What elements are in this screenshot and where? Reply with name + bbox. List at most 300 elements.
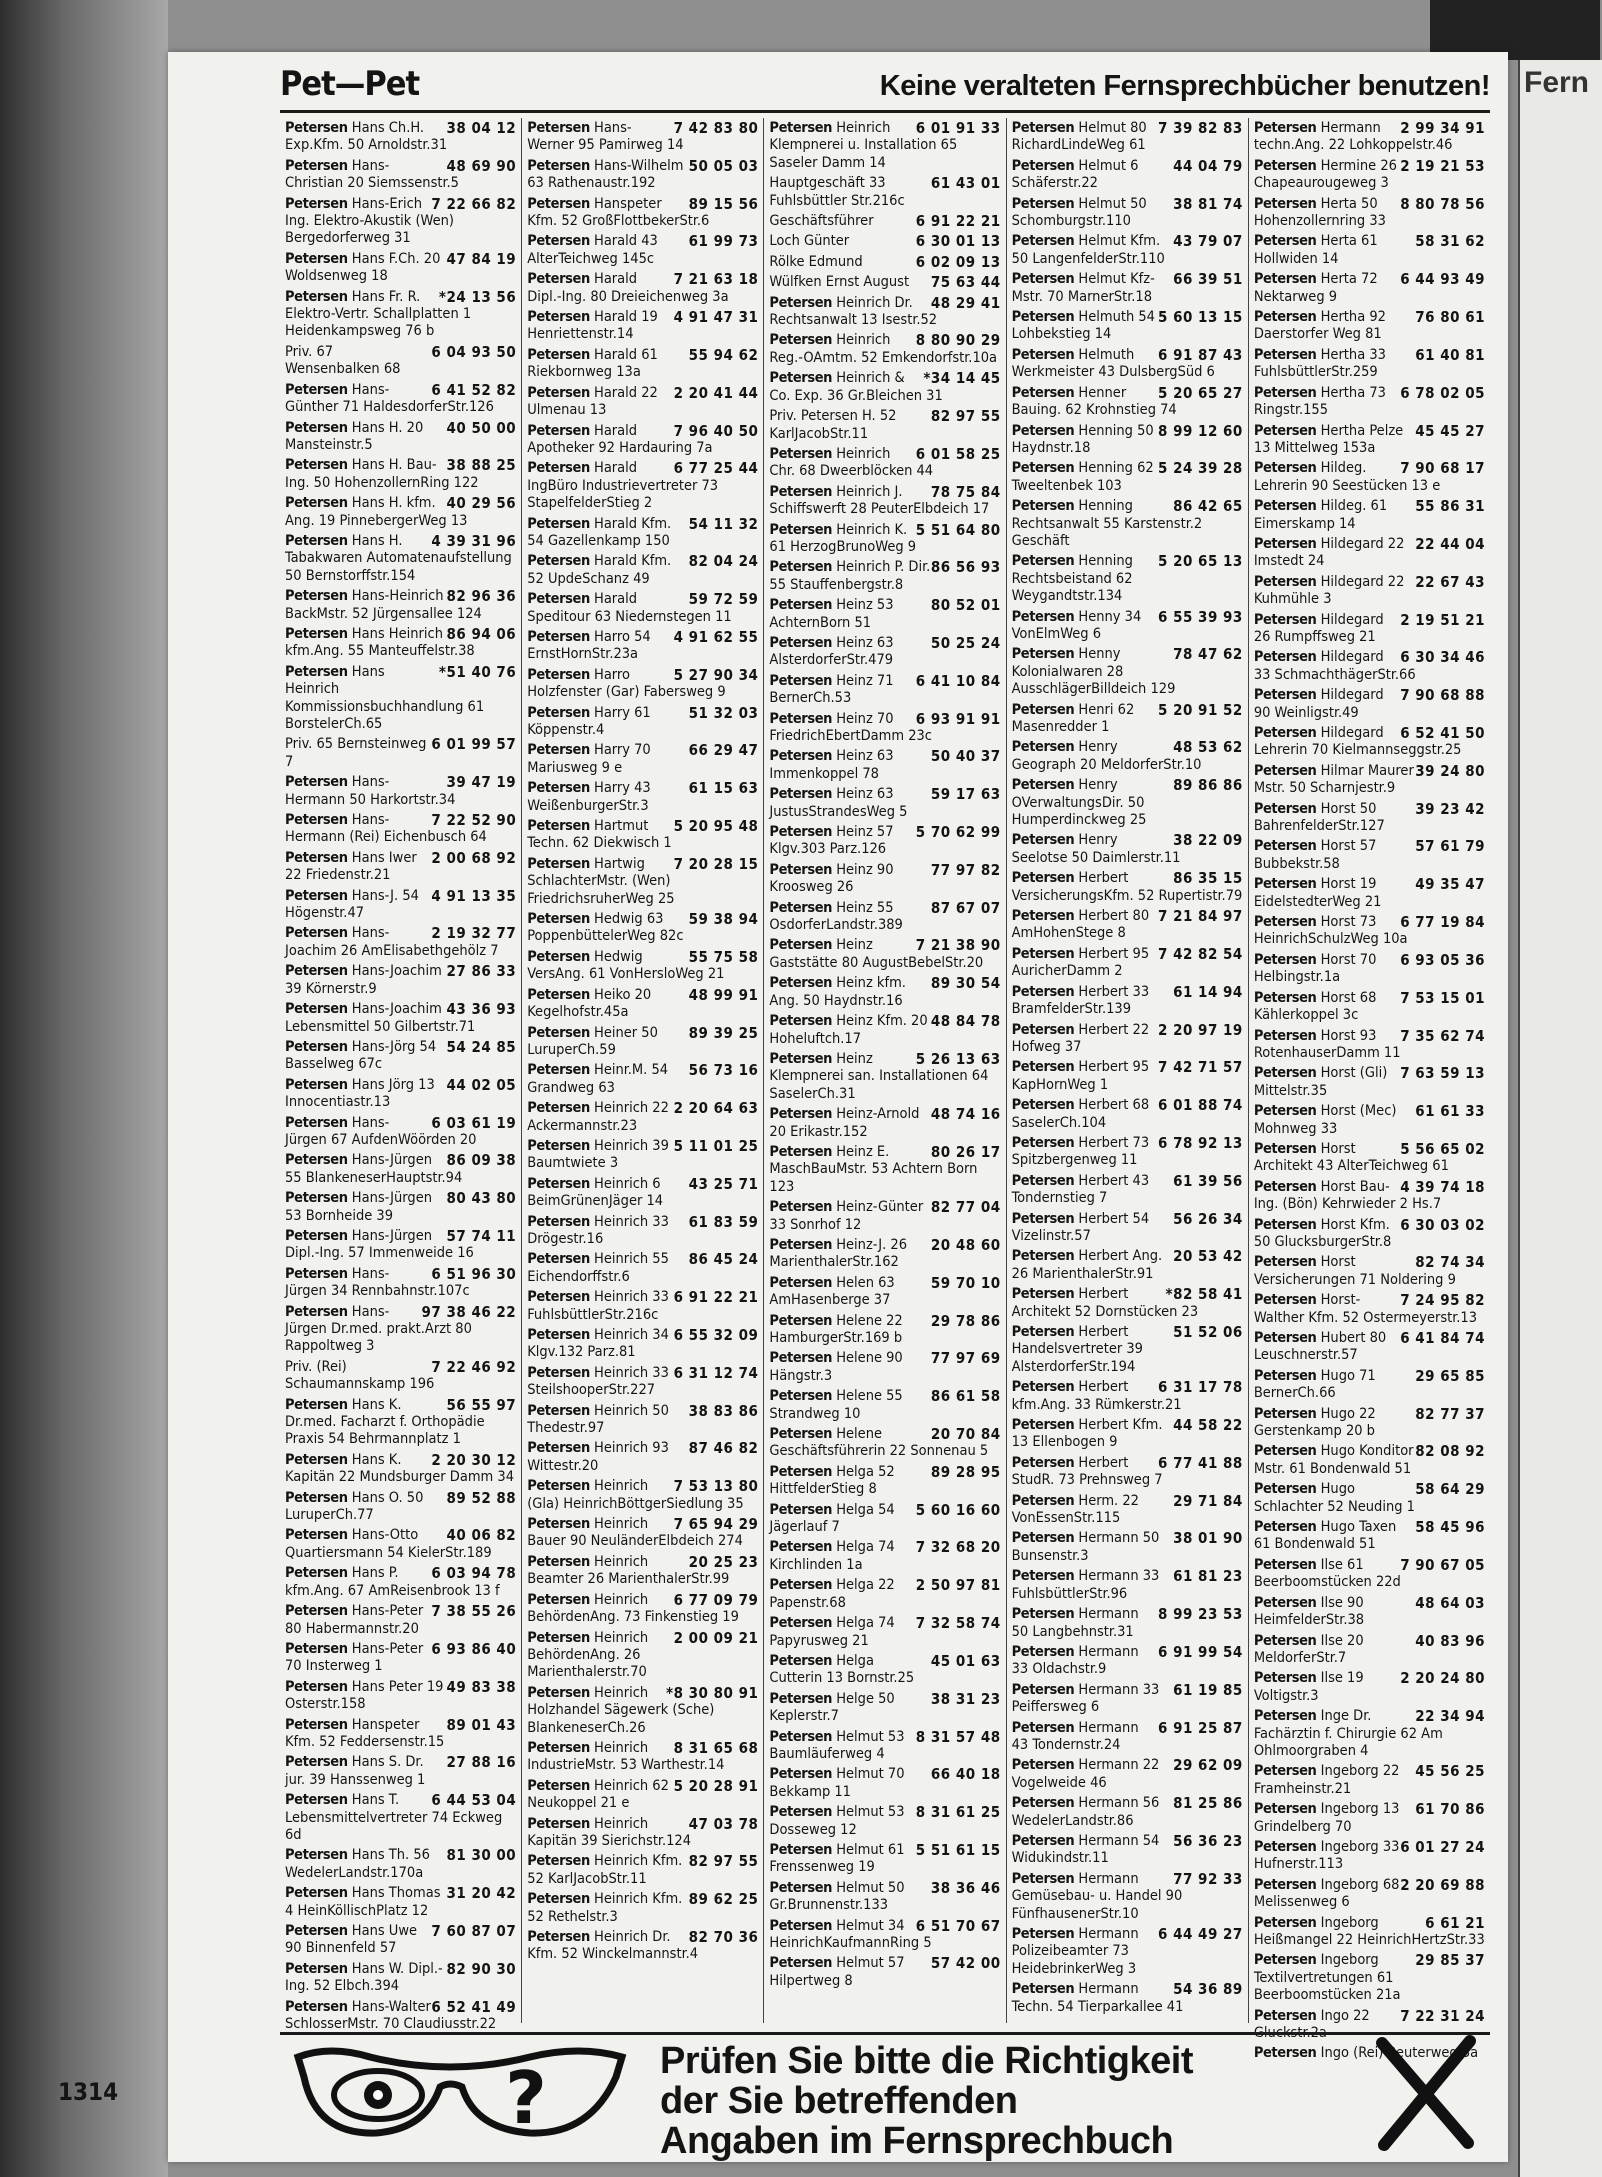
phone-number: 87 46 82 (688, 1439, 759, 1458)
listing-entry (769, 824, 1000, 859)
entry-details: Hans Iwer 22 Friedenstr.21 (285, 849, 417, 884)
surname: Petersen (769, 1879, 833, 1896)
phone-number: 45 45 27 (1415, 421, 1486, 440)
listing-entry (285, 1228, 516, 1263)
phone-number: 7 96 40 50 (673, 421, 759, 440)
entry-details: Harald 22 Ulmenau 13 (527, 384, 658, 419)
listing-entry (1254, 1141, 1485, 1176)
surname: Petersen (527, 1213, 590, 1230)
surname: Petersen (1011, 1681, 1075, 1698)
entry-details: Hertha 73 Ringstr.155 (1253, 384, 1386, 419)
phone-number: 6 51 70 67 (915, 1916, 1001, 1935)
listing-entry (769, 1313, 1000, 1348)
surname: Petersen (527, 1591, 590, 1608)
phone-number: 7 65 94 29 (673, 1515, 759, 1534)
phone-number: 43 36 93 (446, 1000, 517, 1019)
entry-details: Ilse 20 MeldorferStr.7 (1253, 1632, 1364, 1666)
phone-number: 6 91 22 21 (673, 1288, 759, 1307)
entry-details: Harald Speditour 63 Niedernstegen 11 (527, 591, 732, 625)
listing-entry (527, 1365, 758, 1400)
surname: Petersen (527, 1364, 590, 1381)
listing-entry (285, 588, 516, 623)
entry-details: Hans H. 20 Mansteinstr.5 (285, 419, 424, 453)
surname: Petersen (1011, 1981, 1075, 1998)
phone-number: 5 20 95 48 (673, 817, 759, 836)
phone-number: 97 38 46 22 (421, 1302, 517, 1321)
entry-details: Heinrich 22 Ackermannstr.23 (527, 1100, 669, 1134)
entry-details: Heinz kfm. Ang. 50 Haydnstr.16 (769, 975, 906, 1009)
surname: Petersen (769, 1350, 833, 1367)
listing-entry (527, 158, 758, 193)
entry-details: Hans-Otto Quartiersmann 54 KielerStr.189 (285, 1527, 492, 1561)
entry-details: Hildegard 26 Rumpffsweg 21 (1253, 611, 1384, 645)
entry-details: Heinrich IndustrieMstr. 53 Warthestr.14 (527, 1739, 725, 1774)
entry-details: Helga 74 Kirchlinden 1a (769, 1539, 895, 1573)
entry-details: Herbert VersicherungsKfm. 52 Rupertistr.79 (1011, 870, 1243, 904)
phone-number: 2 00 09 21 (673, 1628, 759, 1647)
entry-details: Hedwig VersAng. 61 VonHersloWeg 21 (527, 948, 725, 983)
entry-details: Hermann Polizeibeamter 73 HeidebrinkerWeg 3 (1011, 1926, 1139, 1977)
surname: Petersen (1011, 1134, 1075, 1151)
listing-entry (1012, 1417, 1243, 1452)
surname: Petersen (285, 288, 348, 305)
surname: Petersen (1011, 1379, 1075, 1396)
listing-entry (769, 522, 1000, 557)
phone-number: 48 69 90 (446, 156, 517, 175)
phone-number: 7 60 87 07 (431, 1922, 517, 1940)
entry-details: Heinrich 55 Eichendorffstr.6 (527, 1251, 669, 1285)
phone-number: 59 70 10 (930, 1273, 1001, 1292)
surname: Petersen (1253, 535, 1317, 552)
phone-number: 6 91 22 21 (915, 212, 1001, 231)
surname: Petersen (1253, 1178, 1317, 1195)
phone-number: 2 99 34 91 (1400, 119, 1486, 137)
surname: Petersen (527, 1777, 590, 1794)
listing-entry (527, 1214, 758, 1249)
surname: Petersen (527, 742, 590, 759)
entry-details: Ingeborg 22 Framheinstr.21 (1253, 1763, 1400, 1797)
surname: Petersen (769, 1841, 833, 1858)
entry-details: Hans-Jürgen 67 AufdenWöörden 20 (285, 1114, 477, 1148)
listing-entry (285, 963, 516, 998)
surname: Petersen (1253, 573, 1317, 590)
entry-details: Heinrich & Co. Exp. 36 Gr.Bleichen 31 (769, 370, 943, 404)
phone-number: 61 70 86 (1415, 1800, 1486, 1819)
phone-number: 7 22 52 90 (431, 811, 517, 830)
listing-entry (1012, 946, 1243, 981)
phone-number: 6 01 91 33 (915, 119, 1001, 137)
phone-number: 56 36 23 (1173, 1831, 1243, 1850)
surname: Petersen (769, 861, 833, 878)
listing-entry (285, 664, 516, 734)
surname: Petersen (769, 1463, 833, 1480)
entry-details: Horst-Walther Kfm. 52 Ostermeyerstr.13 (1253, 1292, 1478, 1326)
listing-entry (1012, 739, 1243, 774)
phone-number: 4 91 47 31 (673, 308, 759, 327)
surname: Petersen (1011, 983, 1075, 1000)
phone-number: 20 53 42 (1173, 1247, 1243, 1266)
listing-entry (769, 1880, 1000, 1915)
entry-details: Hans K. Kapitän 22 Mundsburger Damm 34 (285, 1451, 514, 1486)
listing-entry (1254, 1595, 1485, 1630)
listing-entry (527, 196, 758, 231)
listing-entry (769, 1388, 1000, 1423)
surname: Petersen (285, 663, 348, 680)
entry-details: Hans Ch.H. Exp.Kfm. 50 Arnoldstr.31 (285, 120, 448, 154)
entry-details: Herbert 73 Spitzbergenweg 11 (1011, 1134, 1150, 1169)
listing-entry (527, 120, 758, 155)
listing-entry (1254, 460, 1485, 495)
entry-details: Harry 61 Köppenstr.4 (527, 704, 651, 738)
surname: Petersen (1011, 195, 1075, 212)
surname: Petersen (285, 1754, 348, 1771)
listing-entry (769, 1350, 1000, 1385)
surname: Petersen (1253, 649, 1317, 666)
entry-details: Hans S. Dr. jur. 39 Hanssenweg 1 (285, 1754, 426, 1788)
glasses-eye-icon (290, 2037, 630, 2147)
listing-entry (1254, 914, 1485, 949)
surname: Petersen (769, 1615, 833, 1632)
phone-number: 2 00 68 92 (431, 848, 517, 867)
surname: Petersen (527, 1853, 590, 1870)
entry-details: Helmut 53 Dosseweg 12 (769, 1804, 905, 1838)
entry-details: Helmut Kfz-Mstr. 70 MarnerStr.18 (1011, 271, 1155, 305)
entry-details: Hans-Peter 70 Insterweg 1 (285, 1640, 424, 1675)
page-number: 1314 (58, 2078, 119, 2106)
footer-line-1: Prüfen Sie bitte die Richtigkeit (660, 2040, 1193, 2082)
listing-entry (769, 1918, 1000, 1953)
phone-number: 40 83 96 (1415, 1631, 1486, 1650)
surname: Petersen (1253, 876, 1317, 893)
listing-entry (769, 862, 1000, 897)
listing-entry (769, 635, 1000, 670)
surname: Petersen (1011, 1021, 1075, 1038)
surname: Petersen (1011, 1286, 1075, 1303)
entry-details: Heinrich 62 Neukoppel 21 e (527, 1777, 669, 1812)
entry-details: Ingeborg 13 Grindelberg 70 (1253, 1801, 1400, 1835)
phone-number: 51 52 06 (1173, 1323, 1243, 1341)
footer-message (660, 2041, 1193, 2161)
entry-details: Hartwig SchlachterMstr. (Wen) FriedrichsruherWeg 25 (527, 855, 675, 907)
entry-details: Harald 19 Henriettenstr.14 (527, 309, 658, 343)
phone-number: 6 93 86 40 (431, 1639, 517, 1658)
entry-details: Hildegard 90 Weinligstr.49 (1253, 687, 1384, 721)
phone-number: 86 94 06 (446, 624, 517, 643)
surname: Petersen (527, 157, 590, 174)
entry-details: Hans-Erich Ing. Elektro-Akustik (Wen) Bergedorferweg 31 (285, 195, 454, 247)
listing-entry (769, 597, 1000, 632)
phone-number: 6 44 93 49 (1400, 270, 1486, 289)
entry-details: Hans-Hermann 50 Harkortstr.34 (285, 774, 456, 808)
phone-number: 48 99 91 (688, 985, 759, 1004)
phone-number: 7 35 62 74 (1400, 1026, 1486, 1045)
entry-details: Harry 70 Mariusweg 9 e (527, 742, 651, 776)
entry-details: Horst Versicherungen 71 Noldering 9 (1253, 1254, 1456, 1288)
surname: Petersen (285, 381, 348, 398)
listing-entry (285, 1565, 516, 1600)
phone-number: 82 77 04 (930, 1198, 1001, 1217)
phone-number: 66 29 47 (688, 741, 759, 760)
listing-entry (1012, 1455, 1243, 1490)
phone-number: 6 52 41 50 (1400, 724, 1486, 742)
surname: Petersen (1253, 309, 1317, 326)
listing-entry (769, 1051, 1000, 1103)
listing-entry (1254, 1557, 1485, 1592)
surname: Petersen (769, 1106, 833, 1123)
listing-entry (769, 1426, 1000, 1461)
phone-number: *82 58 41 (1165, 1285, 1243, 1304)
entry-details: Hans-Jörg 54 Basselweg 67c (285, 1038, 437, 1073)
listing-entry (1254, 952, 1485, 987)
phone-number: 80 52 01 (930, 596, 1001, 615)
entry-details: Hertha 33 FuhlsbüttlerStr.259 (1253, 346, 1386, 381)
surname: Petersen (1253, 1801, 1317, 1818)
listing-entry (527, 705, 758, 740)
surname: Petersen (285, 457, 348, 474)
entry-details: Hildeg. Lehrerin 90 Seestücken 13 e (1253, 460, 1441, 494)
listing-entry (1254, 309, 1485, 344)
entry-details: Hans-Joachim 26 AmElisabethgehölz 7 (285, 925, 499, 959)
listing-entry (1254, 233, 1485, 268)
entry-details: Hermann 43 Tondernstr.24 (1011, 1719, 1139, 1753)
surname: Petersen (527, 271, 590, 288)
entry-details: Hugo Taxen 61 Bondenwald 51 (1253, 1519, 1397, 1553)
listing-entry (1012, 233, 1243, 268)
phone-number: 89 62 25 (688, 1890, 759, 1909)
surname: Petersen (285, 1190, 348, 1207)
listing-entry (769, 900, 1000, 935)
entry-details: Harald Kfm. 52 UpdeSchanz 49 (527, 553, 672, 587)
phone-number: 7 21 63 18 (673, 270, 759, 289)
surname: Petersen (1253, 157, 1317, 174)
surname: Petersen (285, 1152, 348, 1169)
entry-details: Heinz Kfm. 20 Hoheluftch.17 (769, 1013, 928, 1047)
surname: Petersen (1011, 1172, 1075, 1189)
phone-number: 89 86 86 (1173, 776, 1243, 795)
surname: Petersen (527, 1629, 590, 1646)
entry-details: Horst 57 Bubbekstr.58 (1253, 838, 1377, 872)
entry-details: Heinz 70 FriedrichEbertDamm 23c (769, 710, 932, 744)
surname: Petersen (285, 774, 348, 791)
phone-number: 6 02 09 13 (915, 252, 1001, 271)
entry-details: Heinrich Dr. Kfm. 52 Winckelmannstr.4 (527, 1929, 699, 1963)
listing-entry (769, 786, 1000, 821)
phone-number: 44 04 79 (1173, 156, 1243, 175)
entry-details: Herbert kfm.Ang. 33 Rümkerstr.21 (1011, 1379, 1182, 1413)
surname: Petersen (769, 710, 833, 727)
surname: Petersen (527, 628, 590, 645)
surname: Petersen (1253, 1763, 1317, 1780)
entry-details: Horst (Mec) Mohnweg 33 (1253, 1103, 1397, 1137)
phone-number: 86 61 58 (930, 1387, 1001, 1406)
entry-details: Herbert 95 KapHornWeg 1 (1011, 1059, 1150, 1093)
listing-entry (527, 591, 758, 626)
entry-details: Helga 52 HittfelderStieg 8 (769, 1463, 895, 1498)
phone-number: 50 05 03 (688, 156, 759, 175)
entry-details: Ingeborg Textilvertretungen 61 Beerboomstücken 21a (1253, 1952, 1401, 2004)
surname: Petersen (285, 1603, 348, 1620)
phone-number: 48 74 16 (930, 1105, 1001, 1124)
phone-number: 6 30 01 13 (915, 232, 1001, 251)
phone-number: 5 51 61 15 (915, 1840, 1001, 1859)
listing-entry (1254, 1254, 1485, 1289)
phone-number: 58 64 29 (1415, 1480, 1486, 1499)
entry-details: Hauptgeschäft 33 Fuhlsbüttler Str.216c (769, 175, 905, 209)
phone-number: 81 25 86 (1173, 1794, 1243, 1813)
entry-details: Wülfken Ernst August (769, 274, 910, 291)
phone-number: 29 62 09 (1173, 1756, 1243, 1775)
listing-entry (285, 1152, 516, 1187)
surname: Petersen (285, 849, 348, 866)
listing-entry (1012, 1606, 1243, 1641)
entry-details: Horst 93 RotenhauserDamm 11 (1253, 1027, 1401, 1061)
listing-entry (285, 812, 516, 847)
entry-details: Priv. 67 Wensenbalken 68 (285, 343, 401, 378)
listing-entry (1254, 498, 1485, 533)
surname: Petersen (769, 559, 833, 576)
surname: Petersen (769, 937, 833, 954)
phone-number: 6 78 92 13 (1158, 1133, 1243, 1152)
surname: Petersen (527, 1327, 590, 1343)
surname: Petersen (769, 1728, 833, 1745)
entry-details: Hans-Werner 95 Pamirweg 14 (527, 120, 684, 154)
listing-entry (1254, 1217, 1485, 1252)
phone-number: 40 50 00 (446, 418, 517, 437)
phone-number: 82 74 34 (1415, 1253, 1486, 1272)
phone-number: 27 86 33 (446, 962, 517, 981)
listing-entry (527, 629, 758, 664)
listing-entry (1254, 347, 1485, 382)
listing-entry (769, 1464, 1000, 1499)
phone-number: 5 70 62 99 (915, 823, 1001, 842)
phone-number: 5 27 90 34 (673, 665, 759, 684)
entry-details: Helmut 70 Bekkamp 11 (769, 1766, 905, 1800)
phone-number: 2 20 97 19 (1158, 1020, 1243, 1039)
surname: Petersen (1011, 1417, 1075, 1434)
entry-details: Heinz-Arnold 20 Erikastr.152 (769, 1106, 920, 1140)
surname: Petersen (769, 1013, 833, 1030)
listing-entry (285, 1397, 516, 1449)
listing-entry (1254, 385, 1485, 420)
surname: Petersen (285, 419, 348, 436)
surname: Petersen (1011, 1324, 1075, 1340)
surname: Petersen (527, 1402, 590, 1419)
entry-details: Heinrich Holzhandel Sägewerk (Sche) BlankeneserCh.26 (527, 1684, 715, 1736)
phone-number: 50 40 37 (930, 747, 1001, 766)
listing-entry (285, 1527, 516, 1562)
surname: Petersen (1011, 1926, 1075, 1942)
surname: Petersen (769, 597, 833, 614)
surname: Petersen (1011, 608, 1075, 625)
entry-details: Helmut 80 RichardLindeWeg 61 (1011, 120, 1147, 154)
listing-entry (769, 1237, 1000, 1272)
surname: Petersen (527, 1478, 590, 1495)
listing-entry (1012, 1981, 1243, 2016)
listing-entry (285, 1792, 516, 1844)
surname: Petersen (769, 483, 833, 500)
listing-entry (1254, 423, 1485, 458)
listing-entry (527, 271, 758, 306)
entry-details: Heinrich Kapitän 39 Sierichstr.124 (527, 1815, 691, 1849)
phone-number: 54 11 32 (688, 514, 759, 533)
surname: Petersen (527, 1137, 590, 1154)
header-notice: Keine veralteten Fernsprechbücher benutzen! (879, 70, 1490, 102)
phone-number: 6 01 27 24 (1400, 1837, 1486, 1856)
listing-entry (285, 420, 516, 455)
phone-number: 81 30 00 (446, 1846, 517, 1865)
entry-details: Ingeborg 68 Melissenweg 6 (1253, 1876, 1400, 1911)
surname: Petersen (769, 1652, 833, 1669)
listing-entry (769, 233, 1000, 250)
entry-details: Hildeg. 61 Eimerskamp 14 (1253, 498, 1388, 532)
listing-entry (769, 1729, 1000, 1764)
listing-entry (769, 370, 1000, 405)
listing-entry (285, 289, 516, 341)
phone-number: 7 90 68 88 (1400, 686, 1486, 705)
listing-entry (769, 1615, 1000, 1650)
phone-number: 86 45 24 (688, 1250, 759, 1269)
phone-number: 5 20 65 13 (1158, 552, 1243, 571)
surname: Petersen (285, 1001, 348, 1018)
listing-entry (527, 780, 758, 815)
surname: Petersen (1011, 422, 1075, 439)
phone-number: *8 30 80 91 (666, 1683, 759, 1702)
phone-number: 7 24 95 82 (1400, 1291, 1486, 1310)
surname: Petersen (769, 1050, 833, 1067)
surname: Petersen (1253, 1292, 1317, 1309)
listing-entry (285, 344, 516, 379)
surname: Petersen (1253, 1027, 1317, 1044)
phone-number: 6 30 03 02 (1400, 1215, 1486, 1234)
surname: Petersen (527, 818, 590, 835)
surname: Petersen (1011, 1643, 1075, 1660)
listing-entry (527, 1816, 758, 1851)
listing-entry (1254, 1368, 1485, 1403)
phone-number: 6 30 34 46 (1400, 648, 1486, 667)
phone-number: 2 19 51 21 (1400, 610, 1486, 629)
listing-entry (527, 516, 758, 551)
listing-entry (527, 1327, 758, 1362)
listing-entry (769, 673, 1000, 708)
listing-entry (1012, 1530, 1243, 1565)
entry-details: Harro Holzfenster (Gar) Fabersweg 9 (527, 666, 726, 701)
entry-details: Hans-Hermann (Rei) Eichenbusch 64 (285, 812, 487, 846)
listing-entry (285, 1961, 516, 1996)
entry-details: Horst 68 Kählerkoppel 3c (1253, 989, 1377, 1024)
entry-details: Hans P. kfm.Ang. 67 AmReisenbrook 13 f (285, 1565, 500, 1599)
listing-entry (1012, 347, 1243, 382)
entry-details: Heinrich Kfm. 52 KarlJacobStr.11 (527, 1853, 683, 1887)
surname: Petersen (1011, 1606, 1075, 1623)
surname: Petersen (285, 625, 348, 642)
phone-number: 7 90 68 17 (1400, 459, 1486, 478)
phone-number: 86 09 38 (446, 1151, 517, 1170)
surname: Petersen (527, 346, 590, 363)
listing-entry (769, 1275, 1000, 1310)
entry-details: Heinrich Dr. Rechtsanwalt 13 Isestr.52 (769, 294, 938, 329)
phone-number: 20 48 60 (930, 1235, 1001, 1254)
surname: Petersen (285, 1489, 348, 1506)
phone-number: 56 55 97 (446, 1395, 517, 1414)
phone-number: 6 44 49 27 (1158, 1925, 1243, 1943)
entry-details: Priv. 65 Bernsteinweg 7 (285, 736, 427, 770)
listing-entry (1012, 1644, 1243, 1679)
surname: Petersen (1253, 2007, 1317, 2024)
phone-number: 6 55 32 09 (673, 1326, 759, 1344)
entry-details: Hanspeter Kfm. 52 Feddersenstr.15 (285, 1716, 445, 1750)
surname: Petersen (1011, 701, 1075, 718)
entry-details: Herta 50 Hohenzollernring 33 (1253, 195, 1386, 230)
